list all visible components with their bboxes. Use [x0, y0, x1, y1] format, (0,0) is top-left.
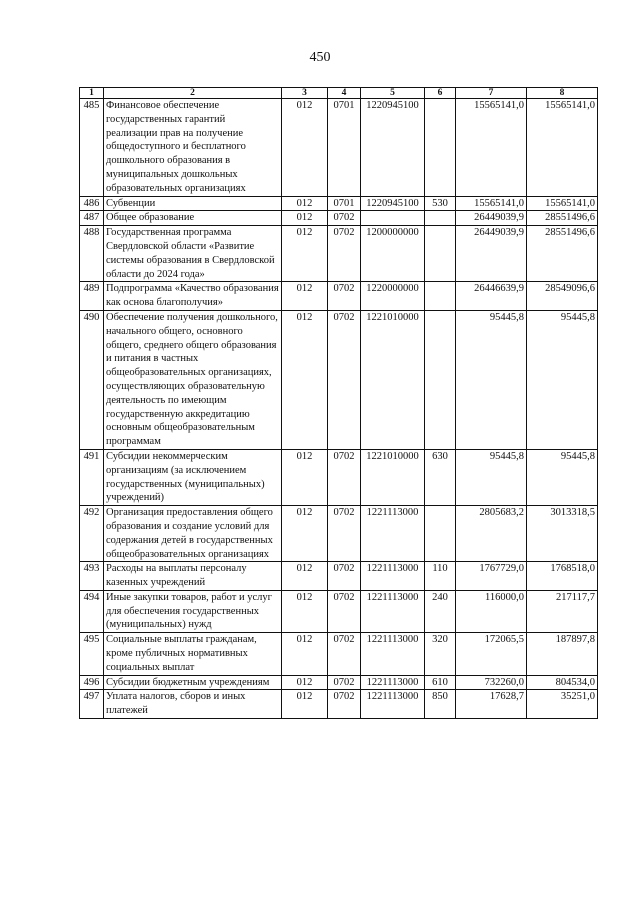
row-number: 491 [80, 449, 104, 505]
table-row [80, 196, 598, 211]
target-article-code: 1221113000 [361, 675, 425, 690]
row-number: 487 [80, 211, 104, 226]
ministry-code: 012 [282, 449, 328, 505]
target-article-code: 1220945100 [361, 99, 425, 197]
amount-col8: 1768518,0 [527, 562, 598, 591]
target-article-code: 1221113000 [361, 690, 425, 719]
expense-type-code [425, 506, 456, 562]
target-article-code [361, 211, 425, 226]
section-code: 0702 [328, 211, 361, 226]
expense-type-code: 240 [425, 590, 456, 632]
expense-type-code: 530 [425, 196, 456, 211]
row-name: Субсидии бюджетным учреждениям [104, 675, 282, 690]
amount-col7: 95445,8 [456, 310, 527, 449]
table-row [80, 562, 598, 591]
amount-col8: 28551496,6 [527, 226, 598, 282]
row-name: Обеспечение получения дошкольного, начального общего, основного общего, среднего общего образования и питания в частных общеобразовательных организациях, осуществляющих образовательную деятельность по имеющим государственную аккредитацию основным общеобразовательным программам [104, 310, 282, 449]
target-article-code: 1221113000 [361, 506, 425, 562]
amount-col7: 95445,8 [456, 449, 527, 505]
section-code: 0702 [328, 690, 361, 719]
amount-col8: 3013318,5 [527, 506, 598, 562]
table-row [80, 310, 598, 449]
section-code: 0702 [328, 590, 361, 632]
amount-col7: 17628,7 [456, 690, 527, 719]
row-name: Подпрограмма «Качество образования как основа благополучия» [104, 282, 282, 311]
ministry-code: 012 [282, 675, 328, 690]
amount-col7: 26449039,9 [456, 226, 527, 282]
target-article-code: 1200000000 [361, 226, 425, 282]
expense-type-code: 110 [425, 562, 456, 591]
target-article-code: 1221113000 [361, 633, 425, 675]
row-number: 485 [80, 99, 104, 197]
row-number: 496 [80, 675, 104, 690]
ministry-code: 012 [282, 211, 328, 226]
ministry-code: 012 [282, 633, 328, 675]
amount-col7: 26446639,9 [456, 282, 527, 311]
target-article-code: 1221113000 [361, 562, 425, 591]
row-number: 492 [80, 506, 104, 562]
row-number: 486 [80, 196, 104, 211]
row-number: 494 [80, 590, 104, 632]
expense-type-code: 320 [425, 633, 456, 675]
column-header: 4 [328, 88, 361, 99]
budget-table [79, 87, 598, 719]
section-code: 0702 [328, 310, 361, 449]
expense-type-code [425, 99, 456, 197]
amount-col7: 116000,0 [456, 590, 527, 632]
amount-col7: 172065,5 [456, 633, 527, 675]
row-name: Расходы на выплаты персоналу казенных учреждений [104, 562, 282, 591]
header-row [80, 88, 598, 99]
column-header: 3 [282, 88, 328, 99]
section-code: 0701 [328, 99, 361, 197]
section-code: 0702 [328, 226, 361, 282]
row-name: Субсидии некоммерческим организациям (за исключением государственных (муниципальных) учреждений) [104, 449, 282, 505]
ministry-code: 012 [282, 562, 328, 591]
target-article-code: 1221113000 [361, 590, 425, 632]
amount-col7: 1767729,0 [456, 562, 527, 591]
column-header: 2 [104, 88, 282, 99]
target-article-code: 1221010000 [361, 310, 425, 449]
expense-type-code: 630 [425, 449, 456, 505]
ministry-code: 012 [282, 226, 328, 282]
row-name: Субвенции [104, 196, 282, 211]
target-article-code: 1220945100 [361, 196, 425, 211]
amount-col8: 95445,8 [527, 310, 598, 449]
amount-col8: 15565141,0 [527, 196, 598, 211]
ministry-code: 012 [282, 196, 328, 211]
column-header: 7 [456, 88, 527, 99]
row-number: 490 [80, 310, 104, 449]
amount-col7: 2805683,2 [456, 506, 527, 562]
ministry-code: 012 [282, 506, 328, 562]
amount-col8: 804534,0 [527, 675, 598, 690]
table-row [80, 449, 598, 505]
expense-type-code [425, 282, 456, 311]
section-code: 0702 [328, 675, 361, 690]
table-row [80, 690, 598, 719]
section-code: 0702 [328, 633, 361, 675]
ministry-code: 012 [282, 310, 328, 449]
column-header: 1 [80, 88, 104, 99]
amount-col8: 35251,0 [527, 690, 598, 719]
expense-type-code: 610 [425, 675, 456, 690]
section-code: 0702 [328, 562, 361, 591]
page-number: 450 [309, 50, 331, 65]
expense-type-code [425, 211, 456, 226]
amount-col7: 15565141,0 [456, 196, 527, 211]
expense-type-code [425, 310, 456, 449]
expense-type-code: 850 [425, 690, 456, 719]
row-name: Финансовое обеспечение государственных гарантий реализации прав на получение общедоступного и бесплатного дошкольного образования в муниципальных дошкольных образовательных организациях [104, 99, 282, 197]
row-number: 489 [80, 282, 104, 311]
row-name: Иные закупки товаров, работ и услуг для обеспечения государственных (муниципальных) нужд [104, 590, 282, 632]
table-row [80, 211, 598, 226]
row-number: 495 [80, 633, 104, 675]
amount-col8: 217117,7 [527, 590, 598, 632]
expense-type-code [425, 226, 456, 282]
row-number: 493 [80, 562, 104, 591]
row-name: Государственная программа Свердловской области «Развитие системы образования в Свердловской области до 2024 года» [104, 226, 282, 282]
row-name: Социальные выплаты гражданам, кроме публичных нормативных социальных выплат [104, 633, 282, 675]
row-number: 488 [80, 226, 104, 282]
table-row [80, 506, 598, 562]
table-row [80, 633, 598, 675]
table-row [80, 590, 598, 632]
amount-col8: 28551496,6 [527, 211, 598, 226]
table-row [80, 99, 598, 197]
section-code: 0702 [328, 449, 361, 505]
section-code: 0701 [328, 196, 361, 211]
ministry-code: 012 [282, 590, 328, 632]
row-name: Организация предоставления общего образования и создание условий для содержания детей в государственных общеобразовательных организациях [104, 506, 282, 562]
column-header: 8 [527, 88, 598, 99]
amount-col7: 732260,0 [456, 675, 527, 690]
table-row [80, 282, 598, 311]
amount-col7: 15565141,0 [456, 99, 527, 197]
amount-col7: 26449039,9 [456, 211, 527, 226]
amount-col8: 187897,8 [527, 633, 598, 675]
row-name: Уплата налогов, сборов и иных платежей [104, 690, 282, 719]
column-header: 5 [361, 88, 425, 99]
table-row [80, 226, 598, 282]
section-code: 0702 [328, 282, 361, 311]
ministry-code: 012 [282, 99, 328, 197]
amount-col8: 95445,8 [527, 449, 598, 505]
row-name: Общее образование [104, 211, 282, 226]
ministry-code: 012 [282, 690, 328, 719]
target-article-code: 1221010000 [361, 449, 425, 505]
table-row [80, 675, 598, 690]
target-article-code: 1220000000 [361, 282, 425, 311]
section-code: 0702 [328, 506, 361, 562]
amount-col8: 28549096,6 [527, 282, 598, 311]
row-number: 497 [80, 690, 104, 719]
amount-col8: 15565141,0 [527, 99, 598, 197]
ministry-code: 012 [282, 282, 328, 311]
column-header: 6 [425, 88, 456, 99]
